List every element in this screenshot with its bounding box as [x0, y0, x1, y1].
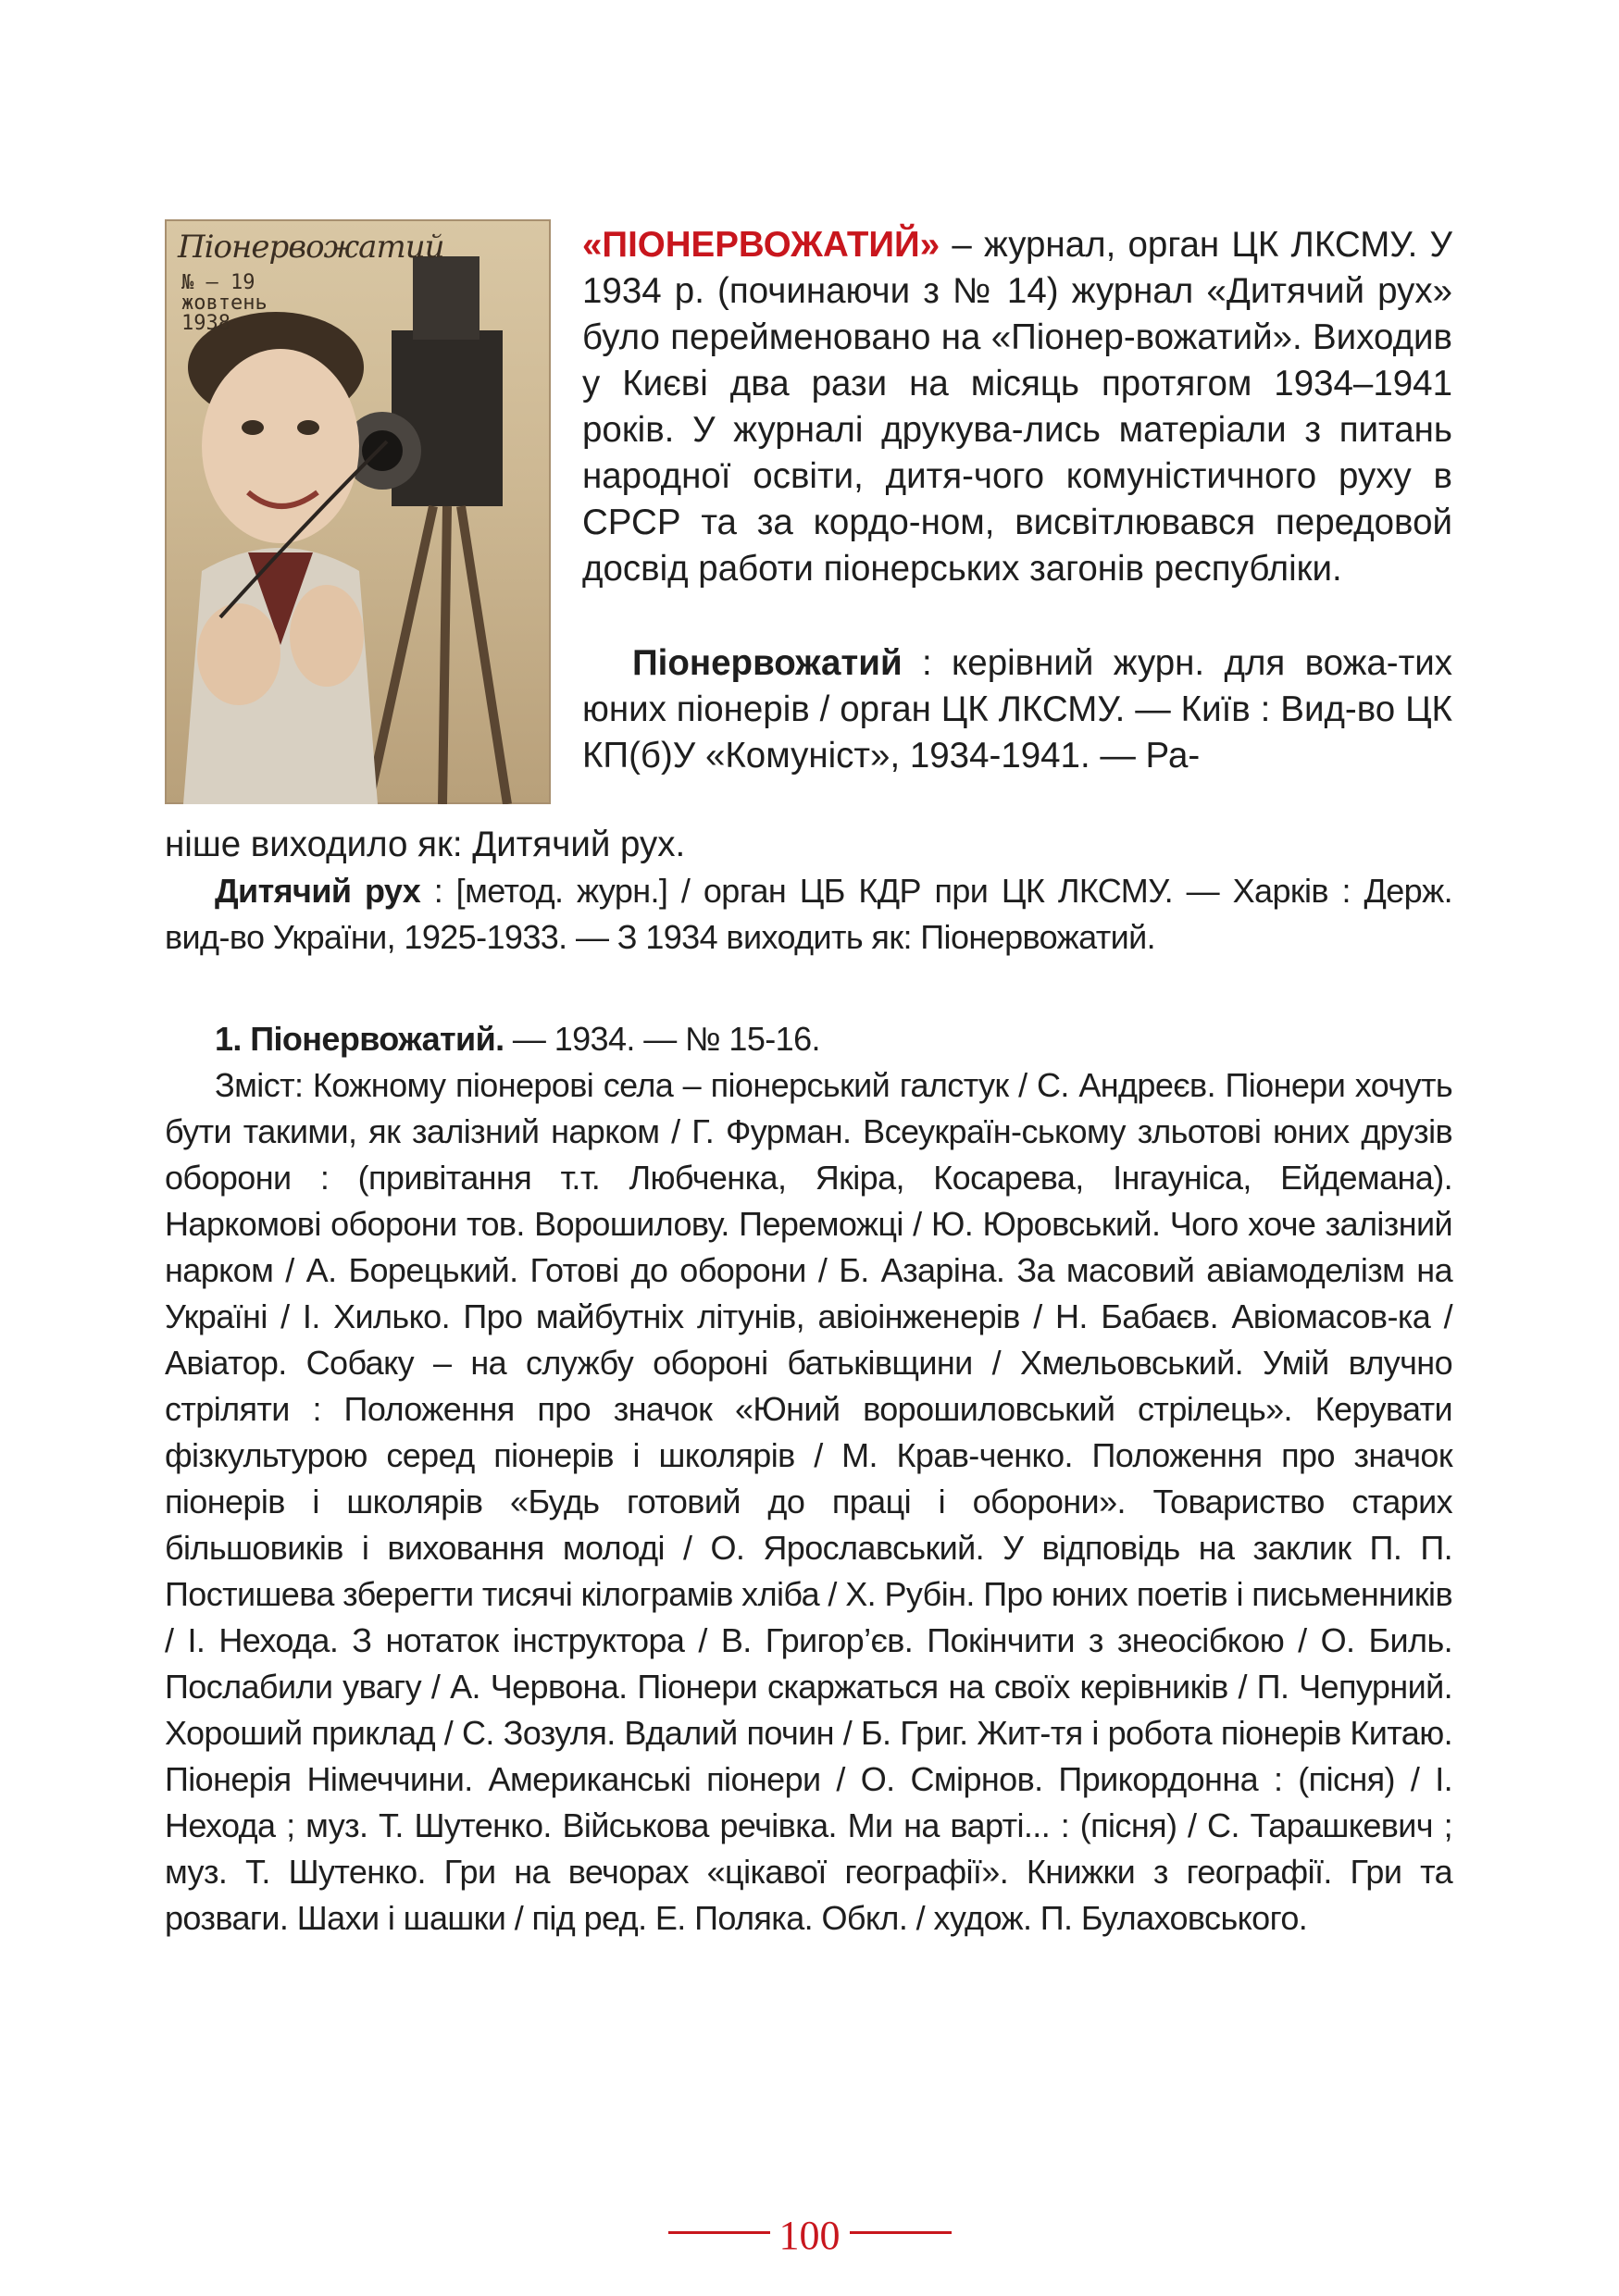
catalog-entry-2-text: : [метод. журн.] / орган ЦБ КДР при ЦК ЛКСМУ. — Харків : Держ. вид-во України, 1925-1933. — З 1934 виходить як: Піонервожатий. [165, 872, 1452, 956]
tripod-leg [461, 506, 507, 804]
hand [197, 603, 280, 705]
catalog-entry-1-continuation: ніше виходило як: Дитячий рух. [165, 825, 686, 864]
issue-heading-details: — 1934. — № 15-16. [504, 1020, 820, 1058]
catalog-entry-1 [582, 640, 1452, 779]
cover-issue-info: № – 19 жовтень 1938 [181, 271, 268, 335]
magazine-cover-image [165, 219, 551, 804]
issue-heading-title: 1. Піонервожатий. [215, 1020, 504, 1058]
entry-description [582, 222, 1452, 779]
catalog-entry-2 [165, 868, 1452, 961]
catalog-entry-1-name: Піонервожатий [632, 643, 903, 683]
tripod-leg [368, 506, 433, 804]
catalog-section [165, 822, 1452, 961]
catalog-entry-2-name: Дитячий рух [215, 872, 421, 910]
camera-bellows [413, 256, 479, 340]
camera-lens-inner [362, 430, 403, 471]
page-number: 100 [778, 2213, 841, 2258]
issue-heading [165, 1016, 1452, 1062]
cover-title: Піонервожатий [178, 229, 444, 266]
catalog-entry-1-text: : керівний журн. для вожа-тих юних піонерів / орган ЦК ЛКСМУ. — Київ : Вид-во ЦК КП(б)У «Комуніст», 1934-1941. — Ра- [582, 643, 1452, 776]
tripod-leg [442, 506, 447, 804]
entry-title: «ПІОНЕРВОЖАТИЙ» [582, 225, 940, 265]
hand [290, 585, 364, 687]
camera-body [392, 330, 503, 506]
entry-description-text: – журнал, орган ЦК ЛКСМУ. У 1934 р. (починаючи з № 14) журнал «Дитячий рух» було перейменовано на «Піонер-вожатий». Виходив у Києві два рази на місяць протягом 1934–1941 років. У журналі друкува-лись матеріали з питань народної освіти, дитя-чого комуністичного руху в СРСР та за кордо-ном, висвітлювався передовой досвід работи піонерських загонів республіки. [582, 225, 1452, 589]
issue-section [165, 1016, 1452, 1942]
face [202, 349, 359, 543]
issue-contents: Зміст: Кожному піонерові села – піонерський галстук / С. Андреєв. Піонери хочуть бути такими, як залізний нарком / Г. Фурман. Всеукраїн-ському зльотові юних друзів оборони : (привітання т.т. Любченка, Якіра, Косарева, Інгауніса, Ейдемана). Наркомові оборони тов. Ворошилову. Переможці / Ю. Юровський. Чого хоче залізний нарком / А. Борецький. Готові до оборони / Б. Азаріна. За масовий авіамоделізм на Україні / І. Хилько. Про майбутніх літунів, авіоінженерів / Н. Бабаєв. Авіомасов-ка / Авіатор. Собаку – на службу обороні батьківщини / Хмельовський. Умій влучно стріляти : Положення про значок «Юний ворошиловський стрілець». Керувати фізкультурою серед піонерів і школярів / М. Крав-ченко. Положення про значок піонерів і школярів «Будь готовий до праці і оборони». Товариство старих більшовиків і виховання молоді / О. Ярославський. У відповідь на заклик П. П. Постишева зберегти тисячі кілограмів хліба / Х. Рубін. Про юних поетів і письменників / І. Нехода. З нотаток інструктора / В. Григор’єв. Покінчити з знеосібкою / О. Биль. Послабили увагу / А. Червона. Піонери скаржаться на своїх керівників / П. Чепурний. Хороший приклад / С. Зозуля. Вдалий почин / Б. Григ. Жит-тя і робота піонерів Китаю. Піонерія Німеччини. Американські піонери / О. Смірнов. Прикордонна : (пісня) / І. Нехода ; муз. Т. Шутенко. Військова речівка. Ми на варті... : (пісня) / С. Тарашкевич ; муз. Т. Шутенко. Гри на вечорах «цікавої географії». Книжки з географії. Гри та розваги. Шахи і шашки / під ред. Е. Поляка. Обкл. / худож. П. Булаховського. [165, 1066, 1452, 1937]
entry-paragraph [582, 222, 1452, 592]
